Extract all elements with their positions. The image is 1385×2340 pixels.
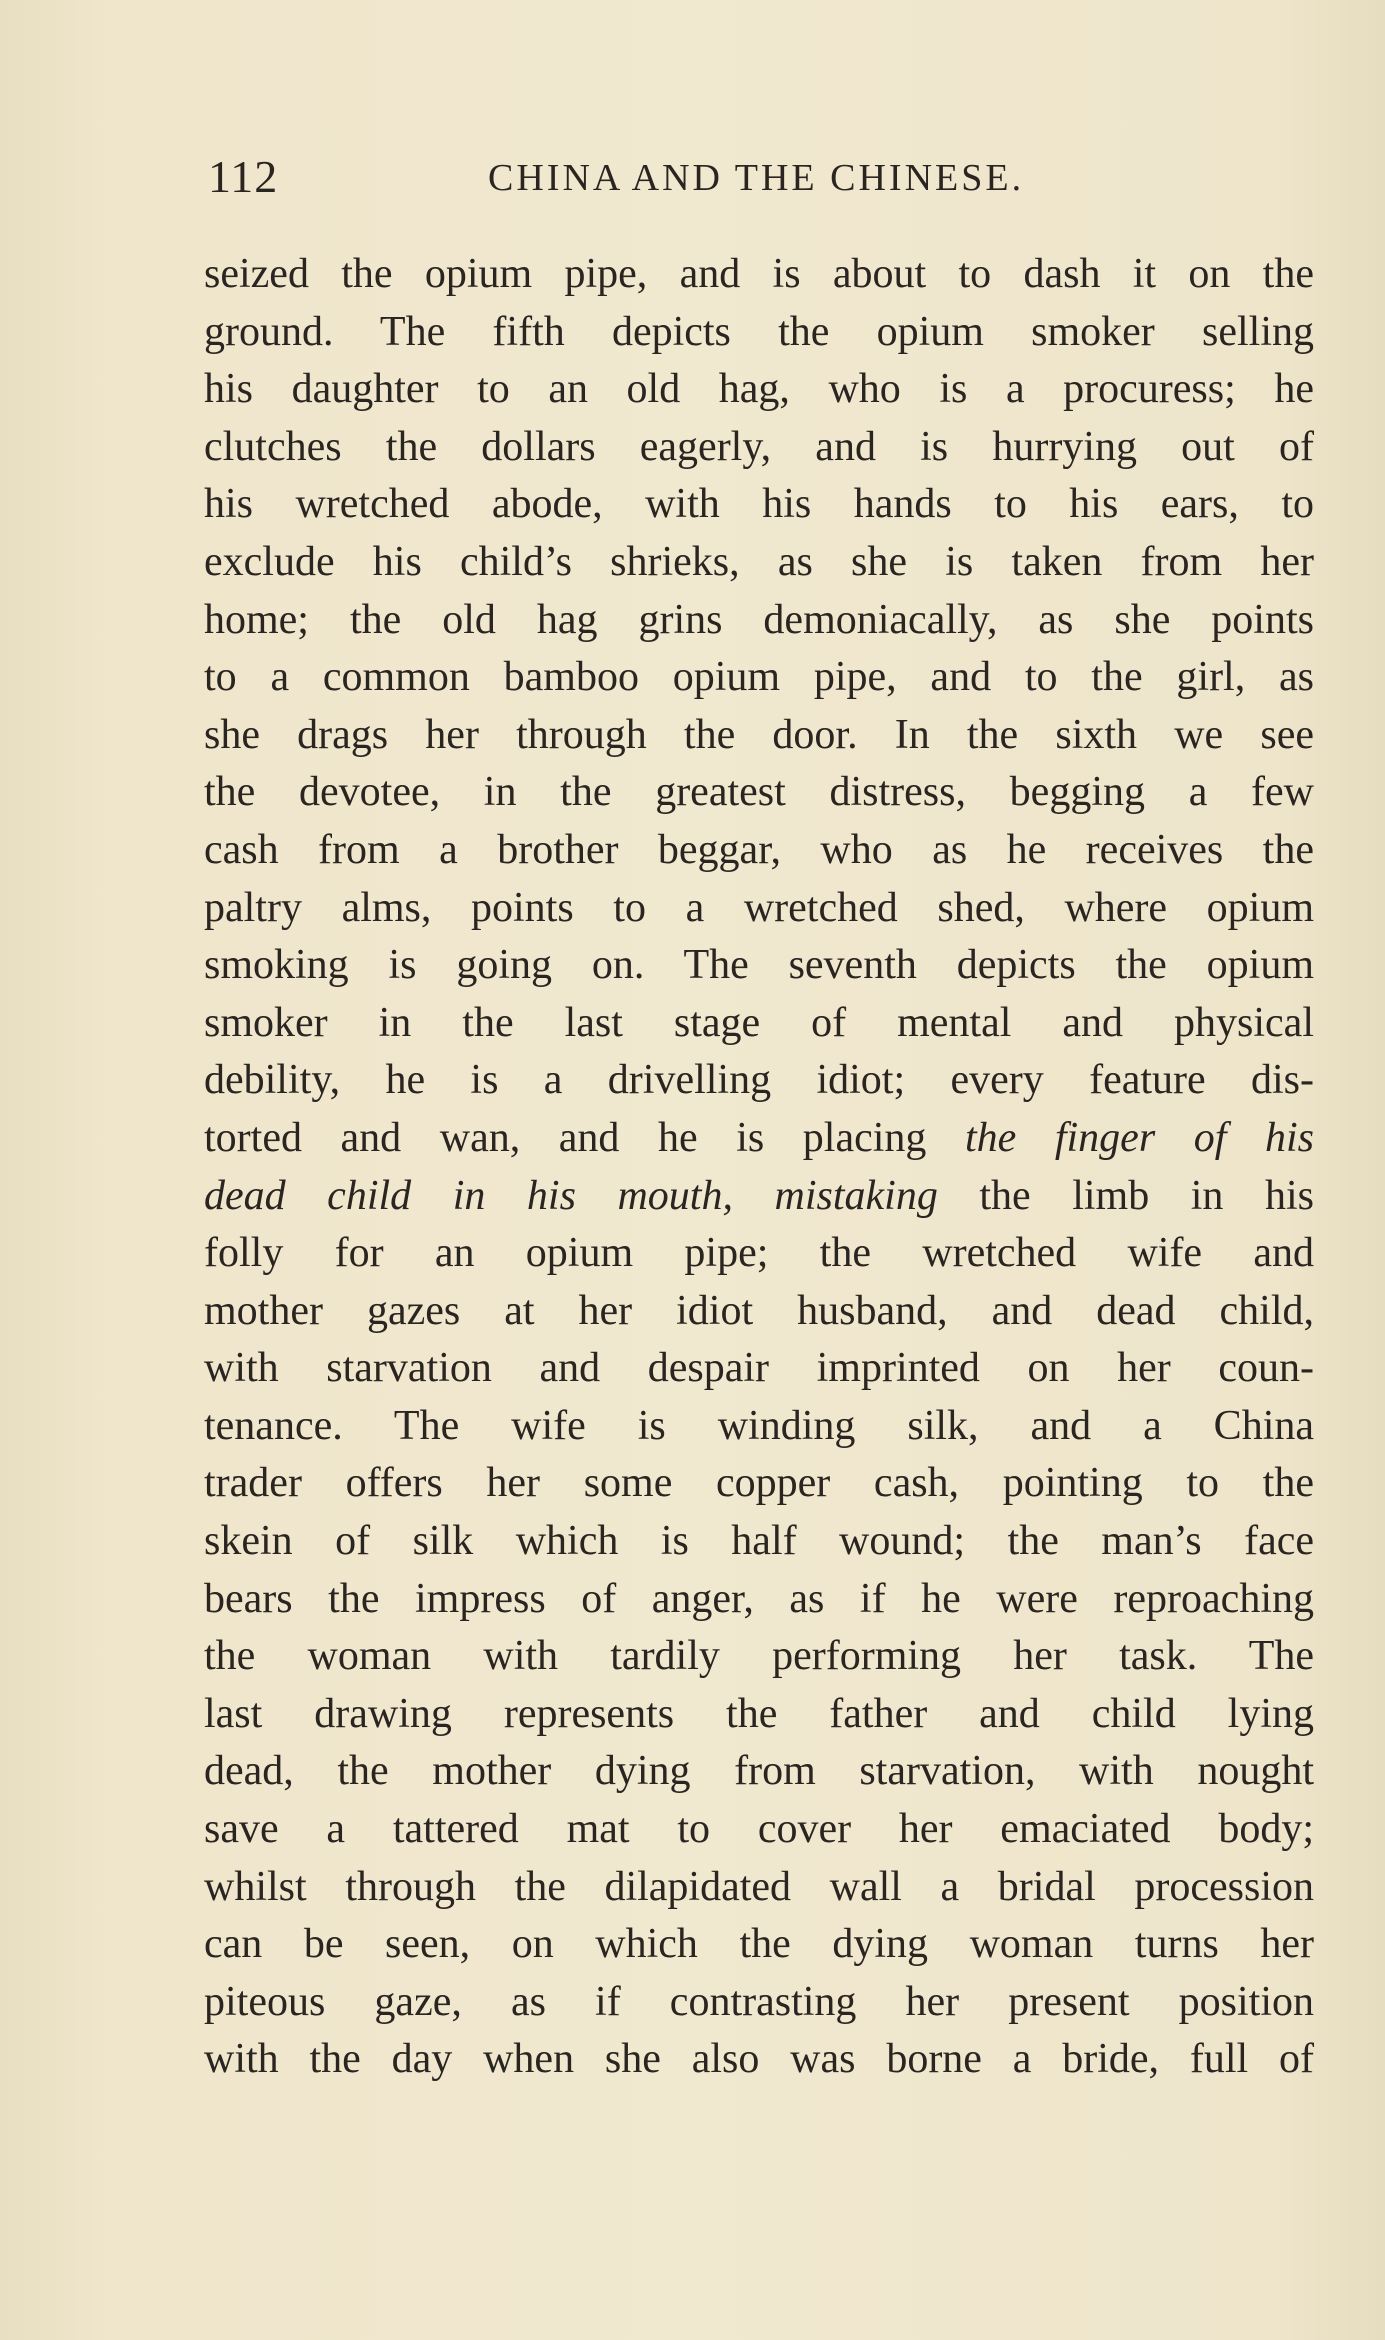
text-segment: paltry alms, points to a wretched shed, where opium <box>204 884 1314 931</box>
text-line <box>204 1859 1314 1917</box>
text-line <box>204 1168 1314 1226</box>
text-line <box>204 592 1314 650</box>
text-line <box>204 1110 1314 1168</box>
body-text <box>204 246 1314 2089</box>
text-line <box>204 764 1314 822</box>
text-line <box>204 1571 1314 1629</box>
text-line <box>204 822 1314 880</box>
text-line <box>204 2031 1314 2089</box>
text-segment: folly for an opium pipe; the wretched wife and <box>204 1230 1314 1277</box>
italic-segment: dead child in his mouth, mistaking <box>204 1172 938 1219</box>
text-segment: the devotee, in the greatest distress, begging a few <box>204 769 1314 816</box>
text-line <box>204 1743 1314 1801</box>
text-line <box>204 476 1314 534</box>
text-segment: the limb in his <box>937 1172 1314 1219</box>
text-segment: trader offers her some copper cash, pointing to the <box>204 1460 1314 1507</box>
text-segment: ground. The fifth depicts the opium smoker selling <box>204 308 1314 355</box>
text-line <box>204 649 1314 707</box>
text-segment: smoking is going on. The seventh depicts the opium <box>204 942 1314 989</box>
text-segment: last drawing represents the father and child lying <box>204 1690 1314 1737</box>
text-line <box>204 1916 1314 1974</box>
text-segment: with the day when she also was borne a bride, full of <box>204 2036 1314 2083</box>
text-line <box>204 995 1314 1053</box>
text-line <box>204 1974 1314 2032</box>
text-line <box>204 1686 1314 1744</box>
text-segment: cash from a brother beggar, who as he receives the <box>204 826 1314 873</box>
text-segment: dead, the mother dying from starvation, with nought <box>204 1748 1314 1795</box>
text-line <box>204 1340 1314 1398</box>
text-segment: with starvation and despair imprinted on her coun- <box>204 1345 1314 1392</box>
text-segment: to a common bamboo opium pipe, and to the girl, as <box>204 654 1314 701</box>
text-segment: his daughter to an old hag, who is a procuress; he <box>204 366 1314 413</box>
text-line <box>204 361 1314 419</box>
text-segment: his wretched abode, with his hands to his ears, to <box>204 481 1314 528</box>
text-segment: home; the old hag grins demoniacally, as she points <box>204 596 1314 643</box>
text-segment: seized the opium pipe, and is about to dash it on the <box>204 251 1314 297</box>
text-line <box>204 534 1314 592</box>
text-segment: smoker in the last stage of mental and physical <box>204 999 1314 1046</box>
text-segment: save a tattered mat to cover her emaciated body; <box>204 1806 1314 1853</box>
text-segment: clutches the dollars eagerly, and is hurrying out of <box>204 423 1314 470</box>
text-segment: exclude his child’s shrieks, as she is taken from her <box>204 538 1314 585</box>
text-segment: mother gazes at her idiot husband, and dead child, <box>204 1287 1314 1334</box>
text-segment: skein of silk which is half wound; the man’s face <box>204 1518 1314 1565</box>
text-segment: bears the impress of anger, as if he were reproaching <box>204 1575 1314 1622</box>
page-header <box>208 150 1306 210</box>
text-line <box>204 1052 1314 1110</box>
text-line <box>204 304 1314 362</box>
text-line <box>204 419 1314 477</box>
text-segment: can be seen, on which the dying woman turns her <box>204 1921 1314 1968</box>
text-line <box>204 1628 1314 1686</box>
text-segment: whilst through the dilapidated wall a bridal procession <box>204 1863 1314 1910</box>
text-line <box>204 937 1314 995</box>
text-segment: debility, he is a drivelling idiot; every feature dis- <box>204 1057 1314 1104</box>
text-line <box>204 246 1314 304</box>
text-line <box>204 1225 1314 1283</box>
running-head: CHINA AND THE CHINESE. <box>488 157 1025 199</box>
page-number: 112 <box>208 151 279 202</box>
text-segment: the woman with tardily performing her task. The <box>204 1633 1314 1680</box>
text-line <box>204 1455 1314 1513</box>
text-segment: tenance. The wife is winding silk, and a China <box>204 1402 1314 1449</box>
text-segment: piteous gaze, as if contrasting her present position <box>204 1978 1314 2025</box>
text-segment: torted and wan, and he is placing <box>204 1114 965 1161</box>
italic-segment: the finger of his <box>964 1114 1314 1161</box>
text-line <box>204 1398 1314 1456</box>
text-segment: she drags her through the door. In the sixth we see <box>204 711 1314 758</box>
text-line <box>204 1801 1314 1859</box>
text-line <box>204 1283 1314 1341</box>
text-line <box>204 880 1314 938</box>
text-line <box>204 1513 1314 1571</box>
text-line <box>204 707 1314 765</box>
